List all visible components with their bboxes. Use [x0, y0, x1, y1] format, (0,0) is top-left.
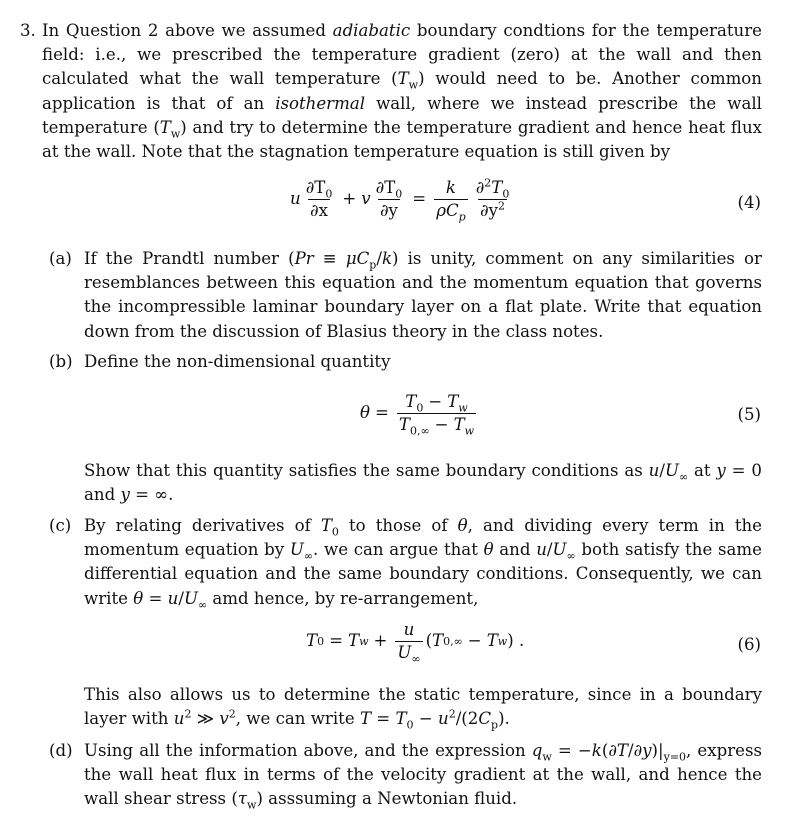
- text-run: ≡: [313, 249, 346, 268]
- text-run: U: [289, 540, 304, 560]
- text-run: isothermal: [275, 93, 366, 113]
- text-run: 2: [228, 707, 236, 721]
- text-run: u: [648, 461, 660, 480]
- equation-6-number: (6): [737, 635, 761, 654]
- text-run: ) would need to be. Another common application is that of an: [42, 69, 762, 113]
- text-run: w: [170, 127, 181, 141]
- text-run: u: [438, 709, 449, 729]
- text-run: y=0: [663, 750, 687, 764]
- text-run: C: [478, 709, 492, 729]
- text-run: θ: [133, 588, 144, 608]
- text-run: T: [397, 69, 409, 89]
- question-intro: [42, 19, 762, 164]
- text-run: Pr: [294, 249, 314, 268]
- text-run: w: [542, 750, 552, 764]
- text-run: If the Prandtl number (: [84, 249, 295, 268]
- text-run: ).: [498, 709, 510, 729]
- text-run: −: [413, 709, 438, 729]
- text-run: ∞: [678, 470, 689, 484]
- text-run: y: [716, 461, 726, 480]
- text-run: , and dividing every term in the momentum equation by: [84, 516, 762, 560]
- equation-5: θ = $\frac{T_0 - T_w}{T_{0,\infty} - T_w}$: [360, 392, 475, 437]
- text-run: ∞: [303, 549, 314, 563]
- text-run: θ: [483, 540, 494, 560]
- text-run: ∞: [566, 549, 576, 563]
- text-run: y: [642, 741, 652, 760]
- equation-5-number: (5): [737, 405, 761, 424]
- text-run: T: [359, 709, 372, 729]
- part-c-label: (c): [49, 516, 72, 535]
- text-run: , we can write: [235, 709, 360, 729]
- text-run: v: [219, 709, 229, 729]
- text-run: wall, where we instead prescribe the wall temperature (: [42, 93, 762, 137]
- text-run: y: [120, 485, 130, 505]
- text-run: /: [376, 249, 382, 268]
- text-run: T: [320, 516, 332, 535]
- text-run: In Question 2 above we assumed: [42, 21, 333, 40]
- eq4-frac-dT0-dx: $\frac{\partial T_0}{\partial x}$: [305, 178, 333, 220]
- text-run: (∂: [601, 741, 617, 760]
- equation-4-number: (4): [737, 193, 761, 212]
- part-b-text: [84, 350, 762, 374]
- text-run: ) is unity, comment on any similarities or resemblances between this equation and the momentum equation that governs the incompressible laminar boundary layer on a flat plate. Write that equation down from the discussion of Blasius theory in the class notes.: [84, 249, 762, 341]
- text-run: k: [381, 249, 392, 268]
- eq4-frac-d2T0-dy2: $\frac{\partial^2T_0}{\partial y^2}$: [475, 176, 510, 220]
- equation-6: T 0 = T w + $\frac{u}{U_\infty}$ ( T 0,∞ − T w ) .: [306, 620, 525, 665]
- text-run: to those of: [338, 516, 458, 535]
- text-run: 0: [331, 525, 339, 539]
- text-run: at: [688, 461, 717, 480]
- text-run: amd hence, by re-arrangement,: [207, 588, 479, 608]
- part-b-label: (b): [49, 352, 73, 371]
- text-run: k: [591, 741, 602, 760]
- eq4-frac-k-rhocp: $\frac{k}{\rho C_p}$: [436, 178, 466, 223]
- part-b-after-text: [84, 459, 762, 507]
- part-a-text: [84, 247, 762, 344]
- part-c-after-text: [84, 683, 762, 731]
- equation-4: u $\frac{\partial T_0}{\partial x}$ + v $\frac{\partial T_0}{\partial y}$ = $\frac{k}{\rho C_p}$ $\frac{\partial^2T_0}{\partial y^2}$: [290, 176, 510, 223]
- text-run: This also allows us to determine the static temperature, since in a boundary layer with: [84, 685, 762, 729]
- text-run: adiabatic: [332, 21, 411, 40]
- text-run: U: [183, 588, 198, 608]
- text-run: T: [395, 709, 407, 729]
- text-run: = ∞.: [129, 485, 174, 505]
- text-run: 2: [448, 707, 456, 721]
- text-run: u: [173, 709, 185, 729]
- text-run: u: [536, 540, 547, 560]
- text-run: boundary condtions for the temperature field: i.e., we prescribed the temperature gradient (zero) at the wall and then calculated what the wall temperature (: [42, 21, 762, 89]
- text-run: =: [371, 709, 396, 729]
- text-run: = −: [551, 741, 592, 760]
- part-a-label: (a): [49, 249, 72, 268]
- text-run: 0: [406, 718, 414, 732]
- text-run: Using all the information above, and the expression: [84, 741, 532, 760]
- text-run: ) and try to determine the temperature gradient and hence heat flux at the wall. Note that the stagnation temperature equation is still given by: [42, 117, 762, 162]
- text-run: p: [369, 258, 377, 272]
- text-run: w: [247, 798, 257, 812]
- text-run: u: [167, 588, 179, 608]
- text-run: τ: [237, 789, 248, 809]
- text-run: = 0 and: [84, 461, 762, 505]
- text-run: =: [143, 588, 168, 608]
- text-run: /(2: [455, 709, 479, 729]
- text-run: /: [659, 461, 665, 480]
- text-run: 2: [184, 707, 192, 721]
- eq6-frac-u-Uinf: $\frac{u}{U_\infty}$: [397, 620, 421, 665]
- text-run: ∞: [197, 597, 208, 611]
- text-run: p: [491, 718, 499, 732]
- part-c-text: [84, 514, 762, 611]
- text-run: /: [546, 540, 553, 560]
- text-run: ) asssuming a Newtonian fluid.: [256, 789, 518, 809]
- text-run: , express the wall heat flux in terms of the velocity gradient at the wall, and hence the wall shear stress (: [84, 741, 762, 809]
- question-number: 3.: [20, 21, 36, 40]
- eq5-frac-theta: $\frac{T_0 - T_w}{T_{0,\infty} - T_w}$: [398, 392, 475, 437]
- text-run: w: [408, 78, 419, 92]
- text-run: . we can argue that: [313, 540, 484, 560]
- text-run: /: [178, 588, 184, 608]
- text-run: θ: [457, 516, 468, 535]
- text-run: μC: [345, 249, 370, 268]
- text-run: /∂: [627, 741, 643, 760]
- text-run: By relating derivatives of: [84, 516, 321, 535]
- text-run: and: [493, 540, 537, 560]
- eq4-frac-dT0-dy: $\frac{\partial T_0}{\partial y}$: [375, 178, 403, 220]
- text-run: Show that this quantity satisfies the same boundary conditions as: [84, 461, 649, 480]
- part-d-label: (d): [49, 741, 73, 760]
- text-run: U: [552, 540, 567, 560]
- text-run: U: [664, 461, 679, 480]
- text-run: q: [531, 741, 543, 760]
- text-run: Define the non-dimensional quantity: [84, 352, 391, 371]
- text-run: both satisfy the same differential equation and the same boundary conditions. Consequently, we can write: [84, 540, 762, 608]
- text-run: T: [616, 741, 628, 760]
- text-run: )|: [651, 741, 664, 760]
- part-d-text: [84, 739, 762, 812]
- text-run: T: [159, 117, 171, 137]
- text-run: ≫: [191, 709, 220, 729]
